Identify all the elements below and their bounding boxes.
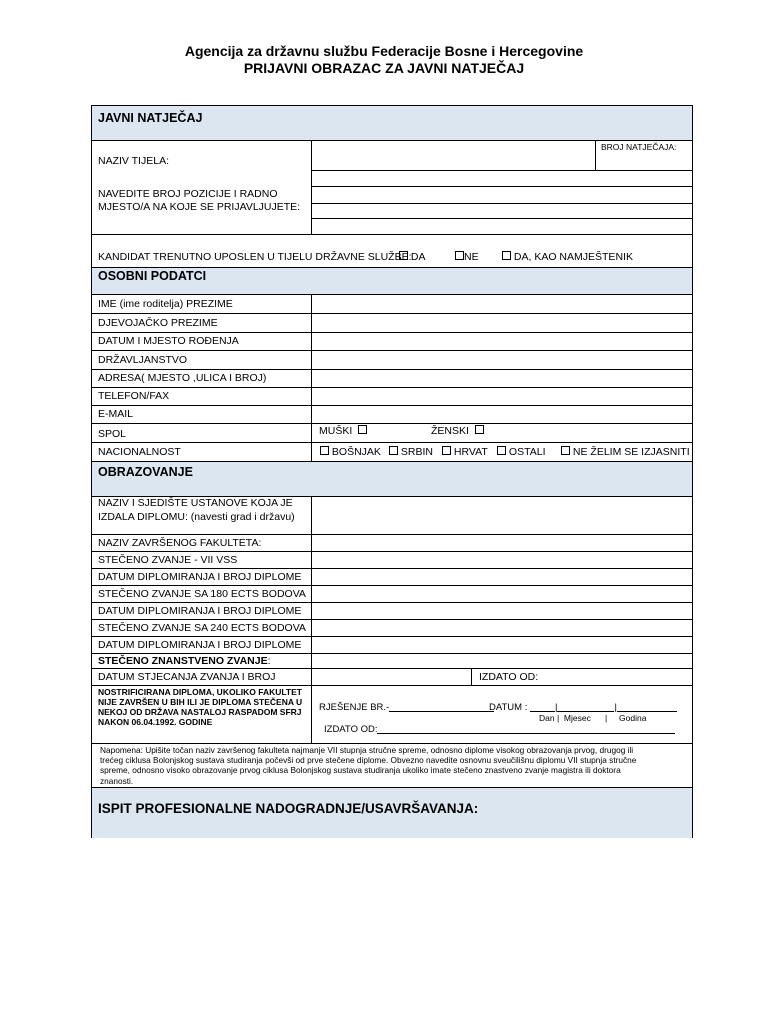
label-pozicija-line2: MJESTO/A NA KOJE SE PRIJAVLJUJETE:	[98, 201, 301, 213]
label-zvanje-180: STEČENO ZVANJE SA 180 ECTS BODOVA	[98, 588, 306, 600]
label-ustanova-line2: IZDALA DIPLOMU: (navesti grad i državu)	[98, 511, 295, 523]
option-hrvat[interactable]: HRVAT	[442, 446, 488, 458]
label-djevojacko: DJEVOJAČKO PREZIME	[98, 317, 218, 329]
label-email: E-MAIL	[98, 408, 134, 420]
input-adresa[interactable]	[312, 370, 691, 386]
section-title-ispit: ISPIT PROFESIONALNE NADOGRADNJE/USAVRŠAVANJA:	[98, 801, 479, 816]
checkbox-muski[interactable]	[358, 425, 367, 434]
input-izdato-od-nostr[interactable]	[377, 723, 675, 734]
label-ustanova-line1: NAZIV I SJEDIŠTE USTANOVE KOJA JE	[98, 497, 293, 509]
input-ustanova[interactable]	[312, 497, 691, 533]
input-datum-mjesto[interactable]	[312, 333, 691, 349]
label-datum-stjecanja: DATUM STJECANJA ZVANJA I BROJ	[98, 671, 276, 683]
option-ne[interactable]: NE	[455, 251, 479, 263]
rjesenje-field[interactable]: RJEŠENJE BR.-	[319, 701, 494, 713]
label-nacionalnost: NACIONALNOST	[98, 446, 181, 458]
option-ne-izjasniti[interactable]: NE ŽELIM SE IZJASNITI	[561, 446, 690, 458]
input-godina[interactable]	[617, 701, 677, 712]
input-datum-stjecanja[interactable]	[312, 669, 470, 684]
checkbox-ne-izjasniti[interactable]	[561, 446, 570, 455]
checkbox-da[interactable]	[399, 251, 408, 260]
label-znanstveno-zvanje: STEČENO ZNANSTVENO ZVANJE:	[98, 655, 271, 667]
input-datum-diplomiranja-2[interactable]	[312, 603, 691, 618]
label-adresa: ADRESA( MJESTO ,ULICA I BROJ)	[98, 372, 267, 384]
input-fakultet[interactable]	[312, 535, 691, 550]
label-zvanje-240: STEČENO ZVANJE SA 240 ECTS BODOVA	[98, 622, 306, 634]
input-znanstveno-zvanje[interactable]	[312, 654, 691, 667]
checkbox-hrvat[interactable]	[442, 446, 451, 455]
input-zvanje-240[interactable]	[312, 620, 691, 635]
input-naziv-tijela[interactable]	[312, 141, 594, 169]
form-title: PRIJAVNI OBRAZAC ZA JAVNI NATJEČAJ	[243, 60, 525, 76]
label-izdato-od: IZDATO OD:	[479, 671, 539, 683]
label-naziv-tijela: NAZIV TIJELA:	[98, 155, 169, 167]
input-drzavljanstvo[interactable]	[312, 351, 691, 368]
input-dan[interactable]	[530, 701, 555, 712]
input-djevojacko[interactable]	[312, 314, 691, 331]
label-datum-diplomiranja-1: DATUM DIPLOMIRANJA I BROJ DIPLOME	[98, 571, 302, 583]
label-datum-mjesto: DATUM I MJESTO ROĐENJA	[98, 335, 239, 347]
input-zvanje-vii[interactable]	[312, 552, 691, 567]
label-nostrificirana-line4: NAKON 06.04.1992. GODINE	[98, 717, 213, 727]
input-email[interactable]	[312, 406, 691, 422]
label-spol: SPOL	[98, 428, 127, 440]
checkbox-srbin[interactable]	[389, 446, 398, 455]
label-zvanje-vii: STEČENO ZVANJE - VII VSS	[98, 554, 238, 566]
section-title-javni-natjecaj: JAVNI NATJEČAJ	[98, 111, 203, 125]
input-telefon[interactable]	[312, 388, 691, 404]
datum-field[interactable]: DATUM : | |	[489, 701, 677, 713]
label-datum-diplomiranja-2: DATUM DIPLOMIRANJA I BROJ DIPLOME	[98, 605, 302, 617]
label-fakultet: NAZIV ZAVRŠENOG FAKULTETA:	[98, 537, 262, 549]
option-ostali[interactable]: OSTALI	[497, 446, 546, 458]
agency-title: Agencija za državnu službu Federacije Bosne i Hercegovine	[184, 43, 584, 59]
label-telefon: TELEFON/FAX	[98, 390, 170, 402]
label-nostrificirana-line2: NIJE ZAVRŠEN U BIH ILI JE DIPLOMA STEČENA U	[98, 697, 303, 707]
input-zvanje-180[interactable]	[312, 586, 691, 601]
input-mjesec[interactable]	[557, 701, 614, 712]
input-broj-natjecaja[interactable]	[596, 141, 691, 169]
label-broj-natjecaja: BROJ NATJEČAJA:	[601, 142, 677, 152]
option-da[interactable]: DA	[399, 251, 426, 263]
checkbox-ne[interactable]	[455, 251, 464, 260]
label-nostrificirana-line3: NEKOJ OD DRŽAVA NASTALOJ RASPADOM SFRJ	[98, 707, 302, 717]
checkbox-ostali[interactable]	[497, 446, 506, 455]
input-rjesenje-broj[interactable]	[389, 701, 494, 712]
input-ime-prezime[interactable]	[312, 295, 691, 312]
input-izdato-od[interactable]	[472, 669, 691, 684]
label-kandidat-uposlen: KANDIDAT TRENUTNO UPOSLEN U TIJELU DRŽAVNE SLUŽBE:	[98, 251, 412, 263]
label-nostrificirana-line1: NOSTRIFICIRANA DIPLOMA, UKOLIKO FAKULTET	[98, 687, 302, 697]
section-title-obrazovanje: OBRAZOVANJE	[98, 465, 193, 479]
section-title-osobni-podatci: OSOBNI PODATCI	[98, 269, 207, 283]
option-srbin[interactable]: SRBIN	[389, 446, 433, 458]
option-bosnjak[interactable]: BOŠNJAK	[320, 446, 381, 458]
label-datum-diplomiranja-3: DATUM DIPLOMIRANJA I BROJ DIPLOME	[98, 639, 302, 651]
napomena-note: Napomena: Upišite točan naziv završenog fakulteta najmanje VII stupnja stručne spreme, odnosno diplome visokog obrazovanja prvog, drugog ili trećeg ciklusa Bolonjskog sustava studiranja počevši od prve stečene diplome. Obvezno navedite osnovnu sveučilišnu diplomu VII stupnja stručne spreme, odnosno visoko obrazovanje prvog ciklusa Bolonjskog sustava studiranja ukoliko imate stečeno znastveno zvanje magistra ili doktora znanosti.	[100, 745, 637, 786]
option-namjestenik[interactable]: DA, KAO NAMJEŠTENIK	[502, 251, 633, 263]
label-ime-prezime: IME (ime roditelja) PREZIME	[98, 298, 233, 310]
checkbox-bosnjak[interactable]	[320, 446, 329, 455]
checkbox-namjestenik[interactable]	[502, 251, 511, 260]
input-pozicija[interactable]	[312, 171, 691, 233]
option-zenski[interactable]: ŽENSKI	[431, 425, 484, 437]
label-drzavljanstvo: DRŽAVLJANSTVO	[98, 354, 188, 366]
option-muski[interactable]: MUŠKI	[319, 425, 367, 437]
checkbox-zenski[interactable]	[475, 425, 484, 434]
input-datum-diplomiranja-1[interactable]	[312, 569, 691, 584]
input-datum-diplomiranja-3[interactable]	[312, 637, 691, 652]
application-form	[91, 105, 693, 838]
date-subcaptions: Dan | Mjesec | Godina	[539, 713, 647, 723]
label-pozicija-line1: NAVEDITE BROJ POZICIJE I RADNO	[98, 188, 278, 200]
izdato-od-field[interactable]: IZDATO OD:	[324, 723, 675, 735]
